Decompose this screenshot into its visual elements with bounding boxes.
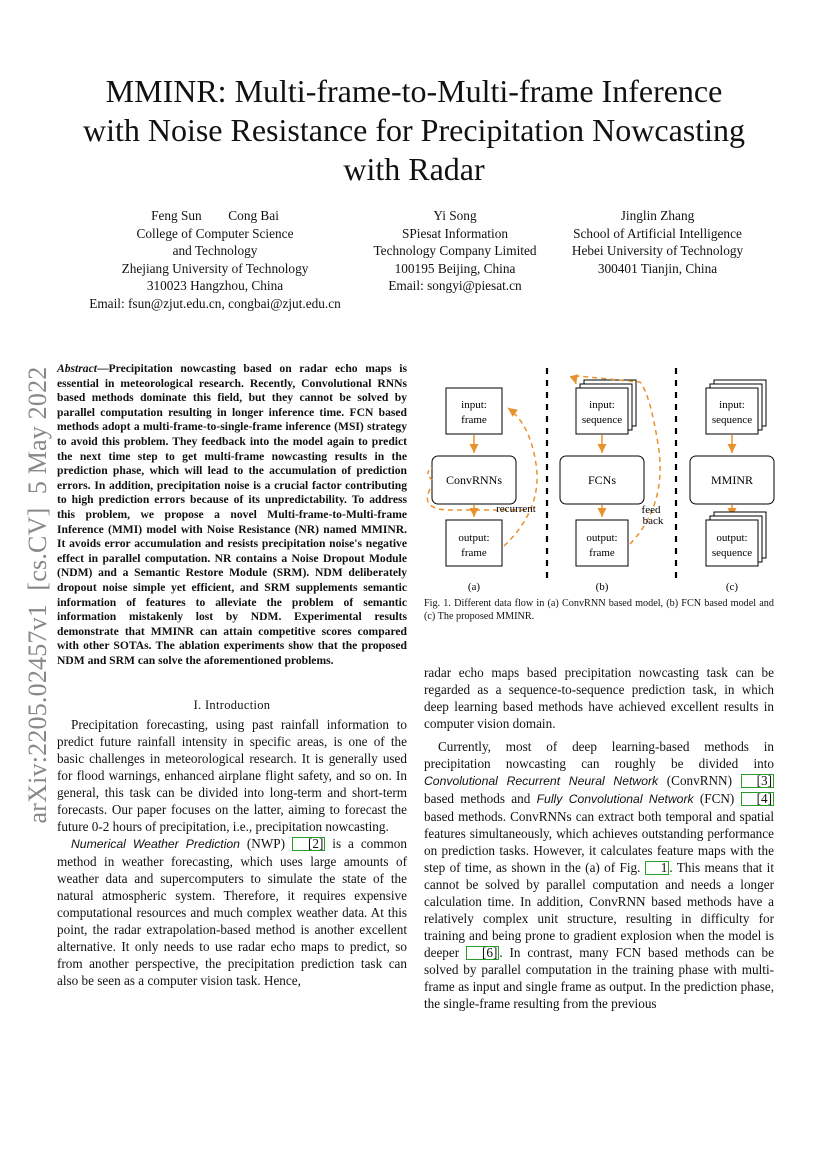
right-column-body	[424, 664, 774, 1012]
text-run: (FCN)	[693, 791, 741, 806]
box-label: FCNs	[587, 473, 617, 487]
box-label: ConvRNNs	[445, 473, 503, 487]
text-run: based methods. ConvRNNs can extract both temporal and spatial features simultaneously, which achieves outstanding performance on prediction tasks. However, it calculates feature maps with the step of time, as shown in the (a) of Fig.	[424, 809, 774, 875]
box-label: input:	[589, 399, 615, 411]
abstract	[57, 362, 407, 668]
affiliation-line: and Technology	[172, 243, 258, 258]
arxiv-id: arXiv:2205.02457v1 [cs.CV] 5 May 2022	[23, 366, 52, 824]
affiliation-line: Technology Company Limited	[373, 243, 537, 258]
box-label: MMINR	[710, 473, 754, 487]
affiliation-line: 300401 Tianjin, China	[597, 260, 718, 276]
text-run: . This means that it cannot be solved by parallel computation and needs a longer calculation time. In addition, ConvRNN based methods have a relatively complex unit structure, resulting in difficulty for training and being prone to gradient explosion when the model is deeper	[424, 860, 775, 960]
affiliation-line: Zhejiang University of Technology	[121, 260, 309, 276]
box-label: sequence	[711, 414, 753, 426]
paragraph: Precipitation forecasting, using past rainfall information to predict future rainfall intensity in specific areas, is one of the basic challenges in meteorological research. It is generally used for flood warnings, enhanced airplane flight safety, and so on. In general, this task can be divided into long-term and short-term forecasts. Our paper focuses on the latter, aiming to forecast the future 0-2 hours of precipitation, i.e., precipitation nowcasting.	[57, 717, 407, 834]
emphasis: Convolutional Recurrent Neural Network	[424, 774, 659, 788]
emphasis: Numerical Weather Prediction	[71, 837, 240, 851]
panel-c	[690, 380, 774, 593]
panel-label: (c)	[725, 581, 739, 593]
arrow-label: feed	[641, 504, 661, 516]
box-label: sequence	[711, 547, 753, 559]
text-run: (NWP)	[239, 836, 292, 851]
arrow-label: recurrent	[496, 503, 536, 515]
box-label: output:	[458, 532, 490, 544]
figure-1-diagram	[418, 364, 788, 596]
abstract-lead: Abstract	[57, 362, 97, 375]
affiliation-line: School of Artificial Intelligence	[573, 225, 742, 241]
author-email: Email: songyi@piesat.cn	[388, 278, 522, 293]
box-label: sequence	[581, 414, 623, 426]
input-frame-box	[446, 388, 502, 434]
panel-label: (a)	[467, 581, 481, 593]
section-heading: I. Introduction	[193, 698, 271, 712]
text-run: . In contrast, many FCN based methods can be solved by parallel computation in the training phase with multi-frame as input and single frame as output. In the prediction phase, the single-frame resulting from the previous	[424, 945, 774, 1011]
affiliation-line: 100195 Beijing, China	[394, 260, 516, 276]
box-label: input:	[719, 399, 745, 411]
figure-caption: Fig. 1. Different data flow in (a) ConvRNN based model, (b) FCN based model and (c) The proposed MMINR.	[424, 598, 774, 622]
box-label: output:	[586, 532, 618, 544]
box-label: frame	[461, 414, 487, 426]
author-block-2	[360, 207, 550, 295]
author-email: Email: fsun@zjut.edu.cn, congbai@zjut.edu.cn	[89, 295, 341, 311]
citation-link[interactable]: [4]	[741, 792, 774, 806]
citation-link[interactable]: [6]	[466, 946, 499, 960]
input-sequence-box	[706, 388, 758, 434]
citation-link[interactable]: [2]	[292, 837, 325, 851]
box-label: input:	[461, 399, 487, 411]
title-line: with Noise Resistance for Precipitation Nowcasting	[82, 112, 746, 148]
box-label: frame	[589, 547, 615, 559]
title-line: MMINR: Multi-frame-to-Multi-frame Inference	[105, 73, 723, 109]
text-run: based methods and	[424, 791, 537, 806]
author-names: Yi Song	[433, 208, 477, 223]
author-block-3	[555, 207, 760, 277]
emphasis: Fully Convolutional Network	[536, 792, 694, 806]
arrow-label: back	[642, 515, 664, 527]
citation-link[interactable]: [3]	[741, 774, 774, 788]
left-column-body	[57, 716, 407, 989]
box-label: frame	[461, 547, 487, 559]
panel-a	[427, 388, 537, 593]
input-sequence-box	[576, 388, 628, 434]
text-run: is a common method in weather forecasting, which uses large amounts of weather data and supercomputers to simulate the state of the natural atmospheric system. Therefore, it requires expensive computational resources and much complex weather data. At this point, the radar extrapolation-based method is another excellent alternative. It only needs to use radar echo maps to predict, so from another perspective, the precipitation prediction task can also be seen as a computer vision task. Hence,	[57, 836, 407, 988]
panel-label: (b)	[595, 581, 609, 593]
title-line: with Radar	[343, 151, 485, 187]
paper-title	[40, 72, 788, 189]
author-names: Jinglin Zhang	[620, 208, 695, 223]
text-run: (ConvRNN)	[658, 773, 741, 788]
paragraph	[424, 738, 774, 1012]
affiliation-line: SPiesat Information	[402, 225, 508, 241]
affiliation-line: College of Computer Science	[136, 225, 294, 241]
author-names: Feng Sun Cong Bai	[151, 208, 279, 223]
figure-link[interactable]: 1	[645, 861, 670, 875]
arxiv-stamp	[18, 345, 58, 845]
figure-1	[418, 364, 788, 596]
affiliation-line: Hebei University of Technology	[571, 243, 744, 258]
paragraph	[57, 835, 407, 989]
panel-b	[560, 376, 664, 593]
text-run: Currently, most of deep learning-based methods in precipitation nowcasting can roughly be divided into	[424, 739, 774, 771]
paragraph: radar echo maps based precipitation nowcasting task can be regarded as a sequence-to-sequence prediction task, in which deep learning based methods have achieved excellent results in computer vision domain.	[424, 665, 774, 731]
affiliation-line: 310023 Hangzhou, China	[146, 278, 284, 293]
abstract-text: —Precipitation nowcasting based on radar echo maps is essential in meteorological research. Recently, Convolutional RNNs based methods dominate this field, but they cannot be solved by parallel computation resulting in longer inference time. FCN based methods adopt a multi-frame-to-single-frame inference (MSI) strategy to avoid this problem. They feedback into the model again to predict the next time step to get multi-frame nowcasting results in the prediction phase, which will lead to the accumulation of prediction errors. In addition, precipitation noise is a crucial factor contributing to high prediction errors because of its unpredictability. To address this problem, we propose a novel Multi-frame-to-Multi-frame Inference (MMI) model with Noise Resistance (NR) named MMINR. It avoids error accumulation and resists precipitation noise's negative effect in parallel computation. NR contains a Noise Dropout Module (NDM) and a Semantic Restore Module (SRM). NDM deliberately dropout noise simple yet efficient, and SRM supplements semantic information of features to alleviate the problem of semantic information mistakenly lost by NDM. Experimental results demonstrate that MMINR can attain competitive scores compared with other SOTAs. The ablation experiments show that the proposed NDM and SRM can solve the aforementioned problems.	[57, 362, 407, 667]
recurrent-arrow	[428, 468, 432, 480]
author-block-1	[70, 207, 360, 312]
box-label: output:	[716, 532, 748, 544]
